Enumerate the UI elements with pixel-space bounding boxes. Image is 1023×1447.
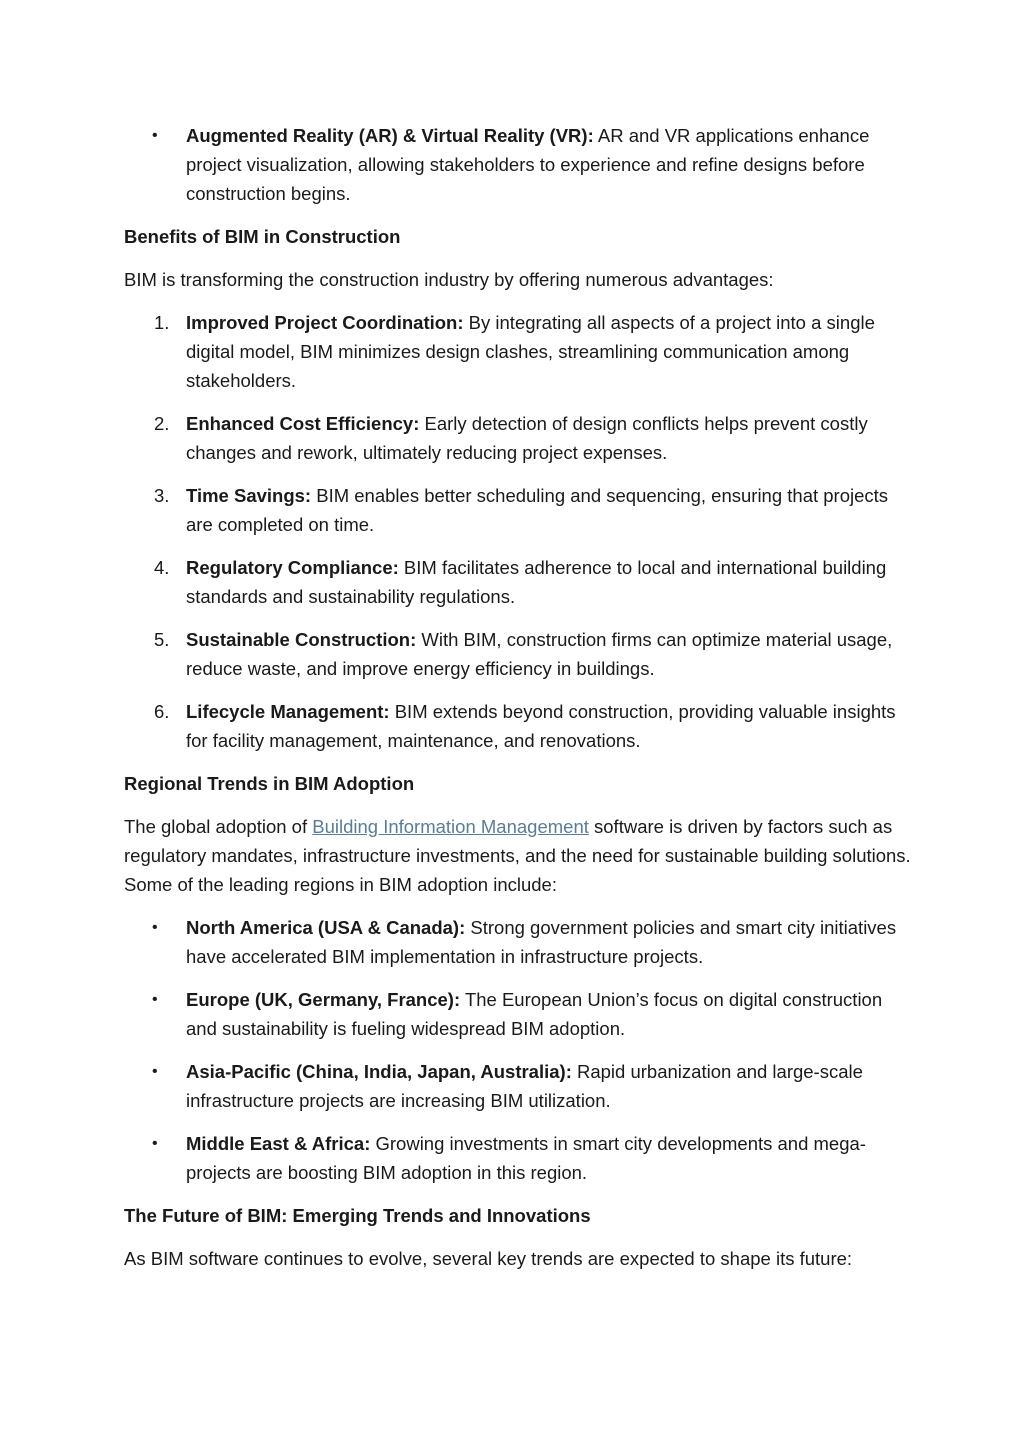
list-number: 1. [154, 312, 170, 333]
regional-intro-before: The global adoption of [124, 816, 313, 837]
item-text: Rapid urbanization and large-scale infrastructure projects are increasing BIM utilization. [186, 1061, 863, 1111]
list-item [124, 913, 914, 971]
item-title: Time Savings: [186, 485, 312, 506]
bullet-marker: • [152, 1135, 158, 1152]
document-page [124, 121, 914, 1287]
bullet-marker: • [152, 1063, 158, 1080]
item-title: Regulatory Compliance: [186, 557, 399, 578]
item-text: The European Union’s focus on digital construction and sustainability is fueling widespread BIM adoption. [186, 989, 883, 1039]
item-text: BIM extends beyond construction, providing valuable insights for facility management, maintenance, and renovations. [186, 701, 896, 751]
section-heading-regional: Regional Trends in BIM Adoption [124, 773, 415, 794]
regional-list [124, 913, 914, 1187]
item-text: AR and VR applications enhance project visualization, allowing stakeholders to experience and refine designs before construction begins. [186, 125, 870, 204]
section-heading-future: The Future of BIM: Emerging Trends and Innovations [124, 1205, 591, 1226]
item-text: BIM facilitates adherence to local and international building standards and sustainability regulations. [186, 557, 887, 607]
list-item [124, 697, 914, 755]
list-number: 4. [154, 557, 170, 578]
item-text: Growing investments in smart city developments and mega-projects are boosting BIM adoption in this region. [186, 1133, 866, 1183]
item-text: BIM enables better scheduling and sequencing, ensuring that projects are completed on time. [186, 485, 889, 535]
item-title: North America (USA & Canada): [186, 917, 466, 938]
bullet-marker: • [152, 919, 158, 936]
list-item [124, 553, 914, 611]
list-number: 6. [154, 701, 170, 722]
benefits-list [124, 308, 914, 755]
list-item [124, 308, 914, 395]
item-title: Sustainable Construction: [186, 629, 417, 650]
list-number: 3. [154, 485, 170, 506]
regional-intro [124, 812, 914, 899]
item-text: Early detection of design conflicts helps prevent costly changes and rework, ultimately reducing project expenses. [186, 413, 868, 463]
section-heading-benefits: Benefits of BIM in Construction [124, 226, 401, 247]
bullet-marker: • [152, 991, 158, 1008]
future-intro: As BIM software continues to evolve, several key trends are expected to shape its future: [124, 1248, 853, 1269]
item-text: Strong government policies and smart city initiatives have accelerated BIM implementation in infrastructure projects. [186, 917, 897, 967]
list-item [124, 625, 914, 683]
item-title: Improved Project Coordination: [186, 312, 464, 333]
item-title: Lifecycle Management: [186, 701, 390, 722]
list-item [124, 985, 914, 1043]
benefits-intro: BIM is transforming the construction industry by offering numerous advantages: [124, 269, 774, 290]
item-title: Middle East & Africa: [186, 1133, 371, 1154]
list-number: 5. [154, 629, 170, 650]
regional-intro-after: software is driven by factors such as regulatory mandates, infrastructure investments, and the need for sustainable building solutions. Some of the leading regions in BIM adoption include: [124, 816, 911, 895]
bullet-marker: • [152, 127, 158, 144]
list-item [124, 1057, 914, 1115]
list-item [124, 481, 914, 539]
item-title: Europe (UK, Germany, France): [186, 989, 461, 1010]
bim-link[interactable]: Building Information Management [312, 816, 589, 837]
list-number: 2. [154, 413, 170, 434]
item-text: With BIM, construction firms can optimize material usage, reduce waste, and improve energy efficiency in buildings. [186, 629, 893, 679]
item-title: Asia-Pacific (China, India, Japan, Australia): [186, 1061, 572, 1082]
item-title: Enhanced Cost Efficiency: [186, 413, 420, 434]
list-item [124, 409, 914, 467]
item-title: Augmented Reality (AR) & Virtual Reality (VR): [186, 125, 594, 146]
list-item-ar-vr [124, 121, 914, 208]
item-text: By integrating all aspects of a project into a single digital model, BIM minimizes design clashes, streamlining communication among stakeholders. [186, 312, 875, 391]
list-item [124, 1129, 914, 1187]
intro-bullet-list [124, 121, 914, 208]
